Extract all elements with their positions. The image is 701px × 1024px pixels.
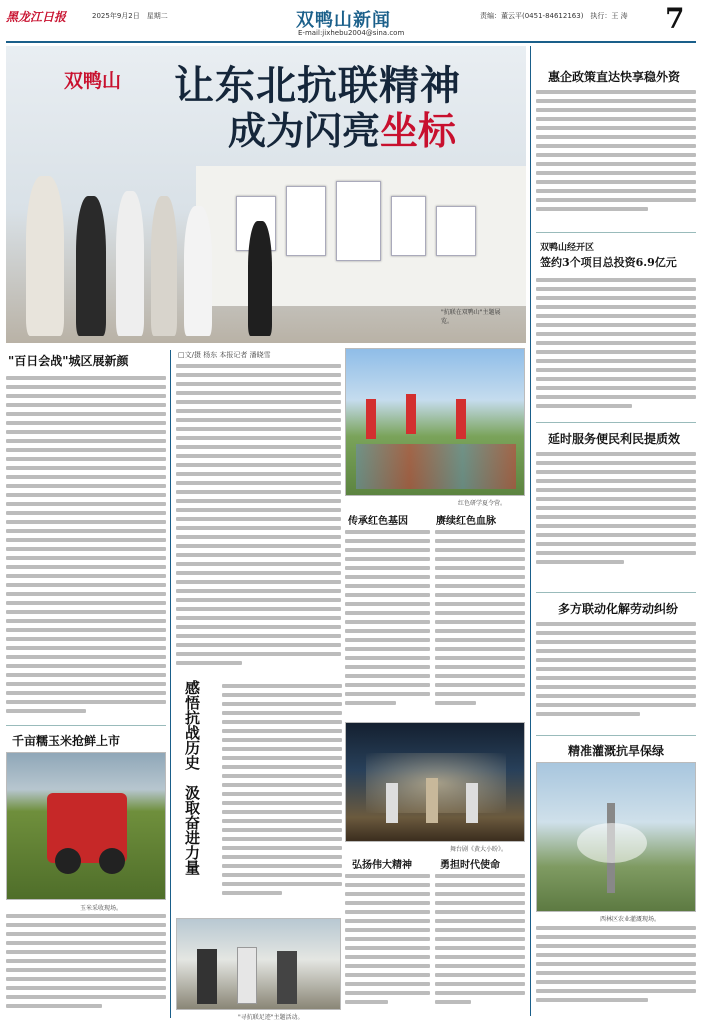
stage-play-photo <box>345 722 525 842</box>
right-article-4-title: 多方联动化解劳动纠纷 <box>558 602 679 616</box>
hero-title-line1: 让东北抗联精神 <box>174 62 461 109</box>
center-body-col2 <box>222 684 342 914</box>
visitor-figure <box>197 949 217 1004</box>
center-body-col1 <box>176 364 341 674</box>
right-article-5-title: 精准灌溉抗旱保绿 <box>568 744 665 758</box>
left-article-1-title: "百日会战"城区展新颜 <box>8 354 129 368</box>
section-rule <box>536 422 696 423</box>
section-rule <box>536 232 696 233</box>
center-sub2: 赓续红色血脉 <box>436 516 496 527</box>
center-photo1-caption: 红色研学夏令营。 <box>458 500 507 507</box>
red-flag <box>366 399 376 439</box>
left-article-2-body <box>6 914 166 1018</box>
center-sub3: 弘扬伟大精神 <box>352 860 412 871</box>
right-article-2-title: 签约3个项目总投资6.9亿元 <box>540 256 677 269</box>
column-divider <box>530 46 531 1016</box>
center-body-col6 <box>435 874 525 1018</box>
right-article-2-body <box>536 278 696 418</box>
center-byline: □文/摄 杨东 本报记者 潘晓雪 <box>178 351 271 359</box>
section-rule <box>536 735 696 736</box>
center-photo2-caption: 舞台剧《黄大小盼》。 <box>450 846 508 853</box>
visitor-figure <box>151 196 177 336</box>
right-article-5-caption: 西林区农业灌溉现场。 <box>600 916 661 923</box>
center-body-col4 <box>435 530 525 720</box>
masthead-rule <box>6 41 696 43</box>
hero-title-line2 <box>228 100 456 155</box>
actor-figure <box>466 783 478 823</box>
center-sub4: 勇担时代使命 <box>440 860 500 871</box>
visitor-figure <box>184 206 212 336</box>
editor-line: 责编：董云平(0451-84612163) 执行：王 涛 <box>480 12 628 20</box>
exhibit-panel <box>286 186 326 256</box>
center-body-col3 <box>345 530 430 720</box>
left-article-2-caption: 玉米采收现场。 <box>80 905 123 912</box>
section-title: 双鸭山新闻 <box>296 10 391 31</box>
left-article-1-body <box>6 376 166 721</box>
right-article-3-title: 延时服务便民利民提质效 <box>548 432 681 446</box>
actor-figure <box>386 783 398 823</box>
right-article-2-subtitle: 双鸭山经开区 <box>540 243 595 253</box>
center-sub1: 传承红色基因 <box>348 516 408 527</box>
visitor-figure <box>237 947 257 1004</box>
harvester-wheel <box>99 848 125 874</box>
date-line: 2025年9月2日 星期二 <box>92 12 168 20</box>
participants-group <box>356 444 516 489</box>
right-article-5-body <box>536 926 696 1018</box>
right-article-1-body <box>536 90 696 230</box>
email-line: E-mail:jixhebu2004@sina.com <box>298 29 405 37</box>
paper-name: 黑龙江日报 <box>6 10 67 24</box>
section-rule <box>536 592 696 593</box>
visitor-figure <box>277 951 297 1004</box>
exhibit-panel <box>436 206 476 256</box>
page-number: 7 <box>665 2 685 35</box>
trail-activity-photo <box>176 918 341 1010</box>
red-study-camp-photo <box>345 348 525 496</box>
corn-harvest-photo <box>6 752 166 900</box>
exhibit-panel <box>391 196 426 256</box>
column-divider <box>170 350 171 1018</box>
guide-figure <box>248 221 272 336</box>
center-vertical-title: 感悟抗战历史 汲取奋进力量 <box>183 680 201 875</box>
center-body-col5 <box>345 874 430 1018</box>
right-article-4-body <box>536 622 696 732</box>
exhibit-panel <box>336 181 381 261</box>
right-article-1-title: 惠企政策直达快享稳外资 <box>548 70 681 84</box>
hero-title-main: 成为闪亮 <box>228 108 381 153</box>
section-rule <box>6 725 166 726</box>
hero-caption: "抗联在双鸭山"主题展览。 <box>441 309 501 325</box>
red-flag <box>456 399 466 439</box>
harvester-wheel <box>55 848 81 874</box>
hero-title-highlight: 坐标 <box>380 108 457 153</box>
left-article-2-title: 千亩糯玉米抢鲜上市 <box>12 734 121 748</box>
hero-photo <box>6 46 526 343</box>
irrigation-photo <box>536 762 696 912</box>
visitor-figure <box>116 191 144 336</box>
right-article-3-body <box>536 452 696 582</box>
hero-kicker: 双鸭山 <box>64 70 122 92</box>
water-spray <box>577 823 647 863</box>
actor-figure <box>426 778 438 823</box>
red-flag <box>406 394 416 434</box>
visitor-figure <box>76 196 106 336</box>
visitor-figure <box>26 176 64 336</box>
center-bottom-caption: "寻抗联足迹"主题活动。 <box>238 1014 304 1021</box>
